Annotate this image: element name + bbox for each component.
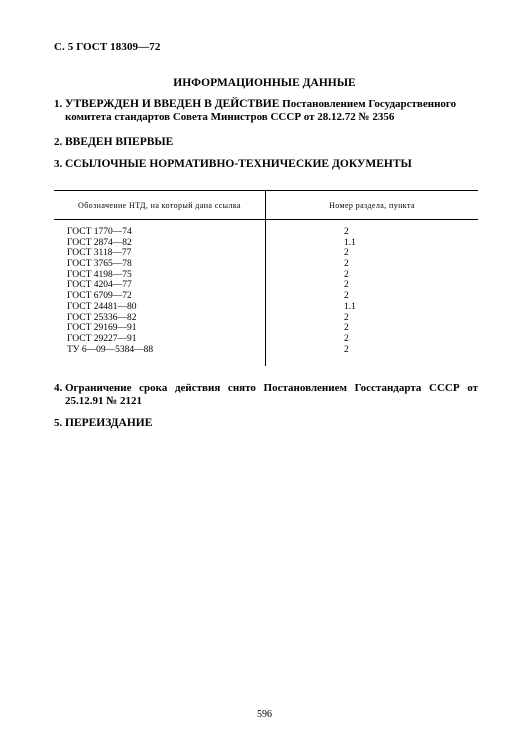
table-row	[54, 238, 478, 249]
table-row	[54, 323, 478, 334]
section-number: 2	[344, 248, 349, 259]
table-header-section: Номер раздела, пункта	[329, 201, 415, 210]
item-number: 3.	[54, 158, 63, 170]
table-header-rule	[54, 219, 478, 220]
item-text: ССЫЛОЧНЫЕ НОРМАТИВНО-ТЕХНИЧЕСКИЕ ДОКУМЕНТЫ	[65, 158, 412, 170]
page-header: С. 5 ГОСТ 18309—72	[54, 41, 161, 53]
info-item-5	[54, 417, 478, 430]
item-number: 4.	[54, 382, 63, 394]
section-number: 2	[344, 323, 349, 334]
document-designation: ТУ 6—09—5384—88	[67, 344, 154, 355]
page-number: 596	[257, 709, 272, 720]
info-item-3	[54, 158, 478, 171]
item-number: 1.	[54, 98, 63, 110]
item-number: 5.	[54, 417, 63, 429]
document-designation: ГОСТ 3118—77	[67, 248, 132, 259]
section-title: ИНФОРМАЦИОННЫЕ ДАННЫЕ	[173, 77, 356, 89]
table-row	[54, 227, 478, 238]
section-number: 2	[344, 259, 349, 270]
item-body-text: Постановлением Государственного комитета стандартов Совета Министров СССР от 28.12.72 № 2356	[65, 98, 457, 123]
table-top-rule	[54, 190, 478, 191]
document-designation: ГОСТ 24481—80	[67, 301, 137, 312]
table-row	[54, 280, 478, 291]
document-designation: ГОСТ 4204—77	[67, 280, 132, 291]
document-designation: ГОСТ 3765—78	[67, 259, 132, 270]
section-number: 1.1	[344, 301, 356, 312]
table-row	[54, 291, 478, 302]
item-text: ВВЕДЕН ВПЕРВЫЕ	[65, 136, 174, 148]
item-number: 2.	[54, 136, 63, 148]
table-row	[54, 313, 478, 324]
section-number: 2	[344, 227, 349, 237]
table-row	[54, 259, 478, 270]
info-item-1	[54, 98, 478, 124]
section-number: 2	[344, 312, 349, 323]
table-row	[54, 334, 478, 345]
table-row	[54, 302, 478, 313]
document-designation: ГОСТ 4198—75	[67, 269, 132, 280]
document-designation: ГОСТ 25336—82	[67, 312, 137, 323]
item-text	[54, 98, 478, 124]
item-text: ПЕРЕИЗДАНИЕ	[65, 417, 153, 429]
table-header-document: Обозначение НТД, на который дана ссылка	[78, 201, 241, 210]
item-text: Ограничение срока действия снято Постановлением Госстандарта СССР от 25.12.91 № 2121	[65, 382, 478, 407]
section-number: 2	[344, 269, 349, 280]
info-item-2	[54, 136, 478, 149]
section-number: 2	[344, 291, 349, 302]
section-number: 1.1	[344, 237, 356, 248]
table-row	[54, 270, 478, 281]
document-designation: ГОСТ 1770—74	[67, 227, 132, 237]
document-designation: ГОСТ 2874—82	[67, 237, 132, 248]
table-row	[54, 248, 478, 259]
document-designation: ГОСТ 6709—72	[67, 291, 132, 302]
section-number: 2	[344, 333, 349, 344]
item-caps-text: УТВЕРЖДЕН И ВВЕДЕН В ДЕЙСТВИЕ	[65, 98, 280, 110]
info-item-4	[54, 382, 478, 408]
section-number: 2	[344, 344, 349, 355]
document-designation: ГОСТ 29169—91	[67, 323, 137, 334]
section-number: 2	[344, 280, 349, 291]
table-body	[54, 227, 478, 355]
table-row	[54, 345, 478, 356]
document-designation: ГОСТ 29227—91	[67, 333, 137, 344]
reference-documents-table	[54, 190, 478, 368]
